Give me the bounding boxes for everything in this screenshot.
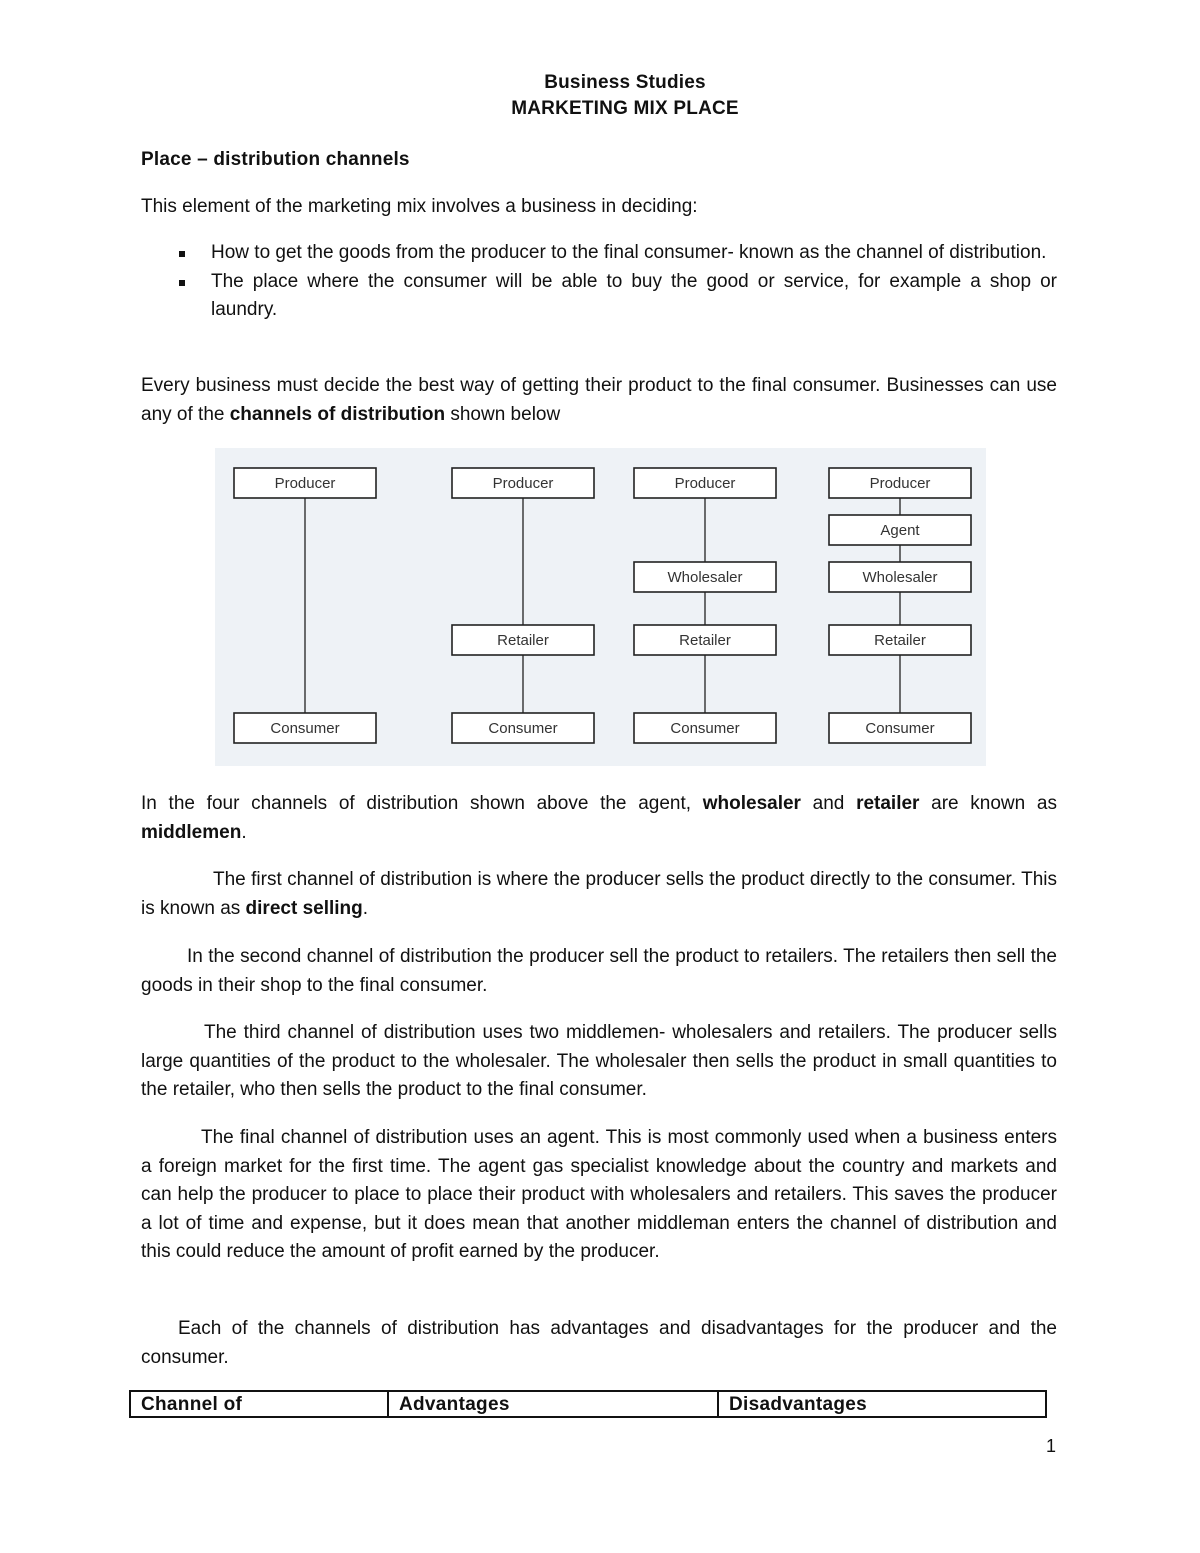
list-item: [141, 268, 1057, 325]
table-header-cell: Disadvantages: [729, 1394, 868, 1415]
distribution-channels-diagram: [215, 448, 986, 766]
page-number: 1: [1046, 1436, 1057, 1456]
channel-node-retailer: [452, 625, 594, 655]
bold-term: direct selling: [245, 897, 363, 919]
table-header-cell: Channel of: [131, 1392, 389, 1416]
document-subject: Business Studies: [544, 72, 706, 93]
bold-term: wholesaler: [702, 793, 801, 814]
channel-node-label: Consumer: [865, 720, 935, 737]
text-run: Every business must decide the best way of getting their product to the final consumer. Businesses can use any of the: [141, 375, 1057, 425]
intro-paragraph: This element of the marketing mix involves a business in deciding:: [141, 196, 698, 217]
bold-term: channels of distribution: [229, 403, 446, 425]
text-run: .: [241, 821, 247, 843]
channel-node-producer: [634, 468, 776, 498]
channel-node-producer: [452, 468, 594, 498]
text-run: In the four channels of distribution shown above the agent,: [141, 793, 703, 814]
section-heading: Place – distribution channels: [141, 149, 410, 170]
text-run: are known as: [919, 793, 1057, 814]
channel-node-label: Retailer: [874, 632, 926, 649]
list-item: [141, 239, 1057, 268]
channel-node-producer: [234, 468, 376, 498]
text-run: shown below: [445, 403, 561, 425]
square-bullet-icon: [179, 280, 185, 286]
channel-node-wholesaler: [634, 562, 776, 592]
channel-node-consumer: [234, 713, 376, 743]
table-header-cell: Advantages: [389, 1392, 719, 1416]
paragraph-second-channel: In the second channel of distribution the producer sell the product to retailers. The retailers then sell the goods in their shop to the final consumer.: [141, 946, 1057, 996]
document-title: MARKETING MIX PLACE: [511, 98, 739, 119]
channel-node-retailer: [829, 625, 971, 655]
channel-node-agent: [829, 515, 971, 545]
channel-node-wholesaler: [829, 562, 971, 592]
square-bullet-icon: [179, 251, 185, 257]
channels-table-header: [129, 1390, 1047, 1418]
channel-node-retailer: [634, 625, 776, 655]
channel-node-label: Producer: [274, 475, 336, 492]
channel-node-label: Wholesaler: [667, 569, 743, 586]
paragraph-final-channel: The final channel of distribution uses an agent. This is most commonly used when a business enters a foreign market for the first time. The agent gas specialist knowledge about the country and markets and can help the producer to place to place their product with wholesalers and retailers. This saves the producer a lot of time and expense, but it does mean that another middleman enters the channel of distribution and this could reduce the amount of profit earned by the producer.: [141, 1127, 1057, 1263]
channel-node-label: Producer: [869, 475, 931, 492]
channel-node-label: Retailer: [497, 632, 549, 649]
paragraph-each-channel: Each of the channels of distribution has advantages and disadvantages for the producer and the consumer.: [141, 1318, 1057, 1368]
channel-node-label: Producer: [492, 475, 554, 492]
channel-node-label: Agent: [880, 522, 920, 539]
paragraph-middlemen: [141, 790, 1057, 847]
text-run: and: [800, 793, 857, 814]
channel-node-label: Producer: [674, 475, 736, 492]
channel-node-label: Wholesaler: [862, 569, 938, 586]
channel-node-label: Consumer: [670, 720, 740, 737]
bold-term: retailer: [856, 793, 920, 814]
text-run: .: [362, 897, 369, 919]
channel-node-label: Consumer: [488, 720, 558, 737]
bold-term: middlemen: [141, 821, 242, 843]
paragraph-first-channel: [141, 866, 1057, 923]
channel-node-label: Consumer: [270, 720, 340, 737]
channel-node-label: Retailer: [679, 632, 731, 649]
list-item-text: The place where the consumer will be able to buy the good or service, for example a shop or laundry.: [211, 270, 1057, 321]
paragraph-every-business: [141, 372, 1057, 429]
channel-node-producer: [829, 468, 971, 498]
list-item-text: How to get the goods from the producer to the final consumer- known as the channel of distribution.: [211, 242, 1047, 263]
channel-node-consumer: [634, 713, 776, 743]
channel-node-consumer: [829, 713, 971, 743]
text-run: The first channel of distribution is where the producer sells the product directly to the consumer. This is known as: [141, 869, 1057, 919]
bullet-list: [141, 239, 1057, 325]
paragraph-third-channel: The third channel of distribution uses two middlemen- wholesalers and retailers. The producer sells large quantities of the product to the wholesaler. The wholesaler then sells the product in small quantities to the retailer, who then sells the product to the final consumer.: [141, 1022, 1057, 1101]
channel-node-consumer: [452, 713, 594, 743]
